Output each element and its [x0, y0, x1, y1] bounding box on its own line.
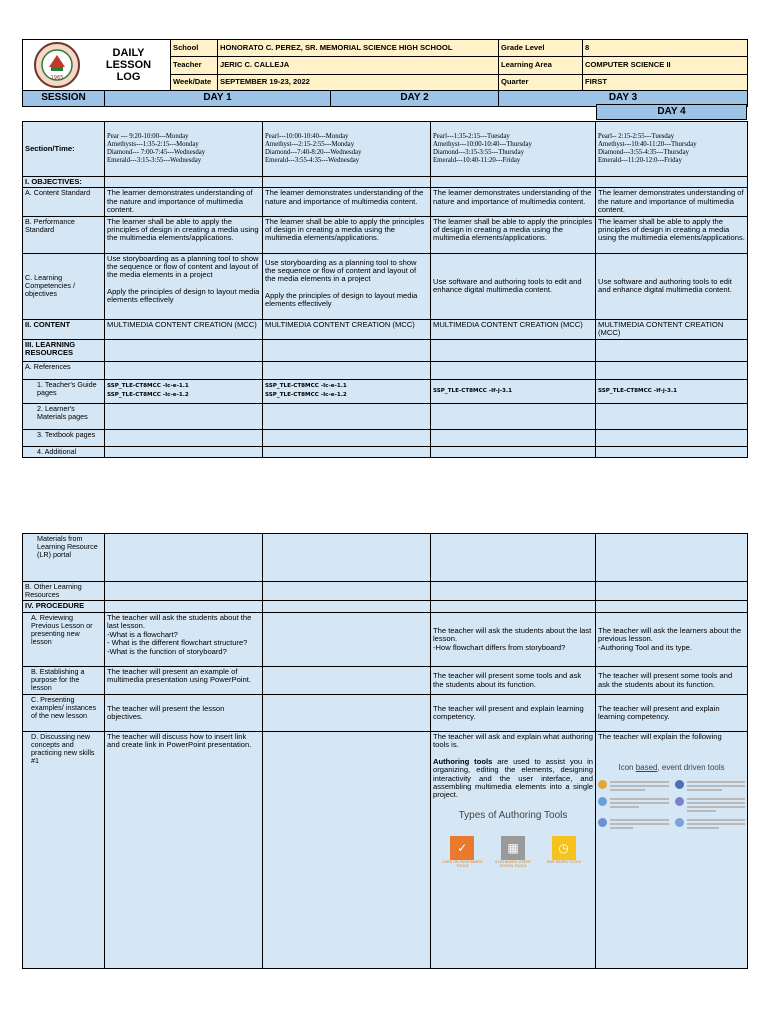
quarter-label: Quarter: [499, 74, 583, 90]
learning-competencies-label: C. Learning Competencies / objectives: [23, 253, 105, 319]
establishing-purpose-day-3: The teacher will present some tools and ask the students about its function.: [431, 667, 596, 695]
teachers-guide-day-3: SSP_TLE-CT8MCC -If-j-3.1: [431, 379, 596, 403]
gear-icon: [675, 780, 684, 789]
session-label: SESSION: [23, 91, 105, 107]
section-time-day-1: Pear --- 9:20-10:00---Monday Amethysts---1:35-2:15---Monday Diamond--- 7:00-7:45---Wednesday Emerald---3:15-3:55---Wednesday: [105, 122, 263, 177]
establishing-purpose-label: B. Establishing a purpose for the lesson: [23, 667, 105, 695]
header-logo-cell: [23, 40, 171, 91]
learning-competencies-day-3: Use software and authoring tools to edit and enhance digital multimedia content.: [431, 253, 596, 319]
quarter-value: FIRST: [583, 74, 748, 90]
performance-standard-day-2: The learner shall be able to apply the principles of design in creating a media using the multimedia elements/applications.: [263, 216, 431, 253]
performance-standard-day-1: The learner shall be able to apply the principles of design in creating a media using the multimedia elements/applications.: [105, 216, 263, 253]
school-label: School: [171, 40, 218, 57]
learning-competencies-day-1: Use storyboarding as a planning tool to show the sequence or flow of content and layout of the media elements in a project Apply the principles of design to layout media elements effectively: [105, 253, 263, 319]
figure-title: Types of Authoring Tools: [458, 809, 568, 821]
section-time-day-3: Pearl---1:35-2:15---Tuesday Amethyst---10:00-10:40---Thursday Diamond---3:15-3:55---Thursday Emerald---10:40-11:20---Friday: [431, 122, 596, 177]
grade-label: Grade Level: [499, 40, 583, 57]
content-heading: II. CONTENT: [23, 319, 105, 339]
teachers-guide-day-1: SSP_TLE-CT8MCC -Ic-e-1.1 SSP_TLE-CT8MCC -Ic-e-1.2: [105, 379, 263, 403]
establishing-purpose-day-4: The teacher will present some tools and ask the students about its function.: [596, 667, 748, 695]
chart-icon: [675, 818, 684, 827]
reviewing-label: A. Reviewing Previous Lesson or presenting new lesson: [23, 613, 105, 667]
content-day-1: MULTIMEDIA CONTENT CREATION (MCC): [105, 319, 263, 339]
tile-caption-1: CARD OR PAGE BASED TOOLS: [442, 859, 483, 868]
tile-caption-3: TIME BASED TOOLS: [546, 859, 582, 864]
presenting-examples-day-3: The teacher will present and explain learning competency.: [431, 695, 596, 732]
day-1-header: DAY 1: [105, 91, 331, 107]
teachers-guide-day-4: SSP_TLE-CT8MCC -If-j-3.1: [596, 379, 748, 403]
other-resources-label: B. Other Learning Resources: [23, 582, 105, 601]
presenting-examples-day-1: The teacher will present the lesson objectives.: [105, 695, 263, 732]
performance-standard-label: B. Performance Standard: [23, 216, 105, 253]
section-time-day-4: Pearl-- 2:15-2:55---Tuesday Amethyst---10:40-11:20---Thursday Diamond---3:55-4:35---Thursday Emerald---11:20-12:0---Friday: [596, 122, 748, 177]
learners-materials-label: 2. Learner's Materials pages: [23, 403, 105, 429]
document-title: DAILY LESSON LOG: [105, 47, 152, 83]
day-2-header: DAY 2: [331, 91, 499, 107]
reviewing-day-3: The teacher will ask the students about the last lesson. -How flowchart differs from storyboard?: [431, 613, 596, 667]
authoring-tools-term: Authoring tools: [433, 756, 493, 766]
reviewing-day-4: The teacher will ask the learners about the previous lesson. -Authoring Tool and its type.: [596, 613, 748, 667]
grade-value: 8: [583, 40, 748, 57]
content-day-2: MULTIMEDIA CONTENT CREATION (MCC): [263, 319, 431, 339]
teacher-value: JERIC C. CALLEJA: [218, 57, 499, 74]
stopwatch-icon: ◷: [552, 836, 576, 860]
bulb-icon: [598, 780, 607, 789]
learning-area-label: Learning Area: [499, 57, 583, 74]
objectives-heading: I. OBJECTIVES:: [23, 177, 105, 188]
discussing-concepts-day-4: The teacher will explain the following Icon based, event driven tools: [596, 732, 748, 969]
establishing-purpose-day-1: The teacher will present an example of multimedia presentation using PowerPoint.: [105, 667, 263, 695]
lesson-log-body-page-1: [22, 121, 748, 458]
additional-materials-label-top: 4. Additional: [23, 446, 105, 457]
content-standard-day-2: The learner demonstrates understanding of the nature and importance of multimedia content.: [263, 188, 431, 216]
learning-area-value: COMPUTER SCIENCE II: [583, 57, 748, 74]
teachers-guide-label: 1. Teacher's Guide pages: [23, 379, 105, 403]
svg-text:1965: 1965: [50, 75, 64, 81]
discussing-concepts-label: D. Discussing new concepts and practicing new skills #1: [23, 732, 105, 969]
section-time-label: Section/Time:: [23, 122, 105, 177]
section-time-day-2: Pearl---10:00-10:40---Monday Amethyst---2:15-2:55---Monday Diamond---7:40-8:20---Wednesday Emerald---3:55-4:35---Wednesday: [263, 122, 431, 177]
teacher-label: Teacher: [171, 57, 218, 74]
checkmark-icon: ✓: [450, 836, 474, 860]
content-day-3: MULTIMEDIA CONTENT CREATION (MCC): [431, 319, 596, 339]
day-4-header: DAY 4: [596, 104, 747, 120]
tile-caption-2: ICON BASED, EVENT DRIVEN TOOLS: [494, 859, 532, 868]
learning-competencies-day-4: Use software and authoring tools to edit and enhance digital multimedia content.: [596, 253, 748, 319]
content-standard-day-4: The learner demonstrates understanding of the nature and importance of multimedia content.: [596, 188, 748, 216]
references-label: A. References: [23, 361, 105, 379]
presenting-examples-label: C. Presenting examples/ instances of the new lesson: [23, 695, 105, 732]
school-value: HONORATO C. PEREZ, SR. MEMORIAL SCIENCE HIGH SCHOOL: [218, 40, 499, 57]
content-day-4: MULTIMEDIA CONTENT CREATION (MCC): [596, 319, 748, 339]
presenting-examples-day-4: The teacher will present and explain learning competency.: [596, 695, 748, 732]
authoring-tools-figure: [433, 810, 593, 868]
discussing-concepts-day-3: The teacher will ask and explain what authoring tools is. Authoring tools are used to assist you in organizing, editing the elements, designing interactivity and the user interface, and assembling multimedia elements into a single project. Types of Authoring Tools ✓ CARD OR PAGE BASED TOOLS ▦ ICON BASED, EVENT DRIVEN TOOLS ◷ TIME BASED TOOLS: [431, 732, 596, 969]
learning-competencies-day-2: Use storyboarding as a planning tool to show the sequence or flow of content and layout of the media elements in a project Apply the principles of design to layout media elements effectively: [263, 253, 431, 319]
performance-standard-day-3: The learner shall be able to apply the principles of design in creating a media using the multimedia elements/applications.: [431, 216, 596, 253]
content-standard-day-3: The learner demonstrates understanding of the nature and importance of multimedia content.: [431, 188, 596, 216]
reviewing-day-1: The teacher will ask the students about the last lesson. -What is a flowchart? - What is the different flowchart structure? -What is the function of storyboard?: [105, 613, 263, 667]
content-standard-label: A. Content Standard: [23, 188, 105, 216]
performance-standard-day-4: The learner shall be able to apply the principles of design in creating a media using the multimedia elements/applications.: [596, 216, 748, 253]
textbook-pages-label: 3. Textbook pages: [23, 429, 105, 446]
lesson-log-table-page-1: [22, 39, 748, 107]
icon-figure-title: Icon based, event driven tools: [618, 763, 725, 773]
discussing-concepts-day-1: The teacher will discuss how to insert link and create link in PowerPoint presentation.: [105, 732, 263, 969]
additional-materials-label: Materials from Learning Resource (LR) portal: [23, 534, 105, 582]
school-seal-icon: [27, 41, 87, 89]
check-icon: [598, 818, 607, 827]
learning-resources-heading: III. LEARNING RESOURCES: [23, 339, 105, 361]
week-date-value: SEPTEMBER 19-23, 2022: [218, 74, 499, 90]
flow-icon: [675, 797, 684, 806]
week-date-label: Week/Date: [171, 74, 218, 90]
grid-icon: ▦: [501, 836, 525, 860]
icon-based-figure: [598, 763, 745, 831]
lesson-log-table-page-2: [22, 533, 748, 969]
day-3-header: DAY 3: [499, 91, 748, 107]
teachers-guide-day-2: SSP_TLE-CT8MCC -Ic-e-1.1 SSP_TLE-CT8MCC -Ic-e-1.2: [263, 379, 431, 403]
mail-icon: [598, 797, 607, 806]
procedure-heading: IV. PROCEDURE: [23, 601, 105, 613]
content-standard-day-1: The learner demonstrates understanding of the nature and importance of multimedia content.: [105, 188, 263, 216]
